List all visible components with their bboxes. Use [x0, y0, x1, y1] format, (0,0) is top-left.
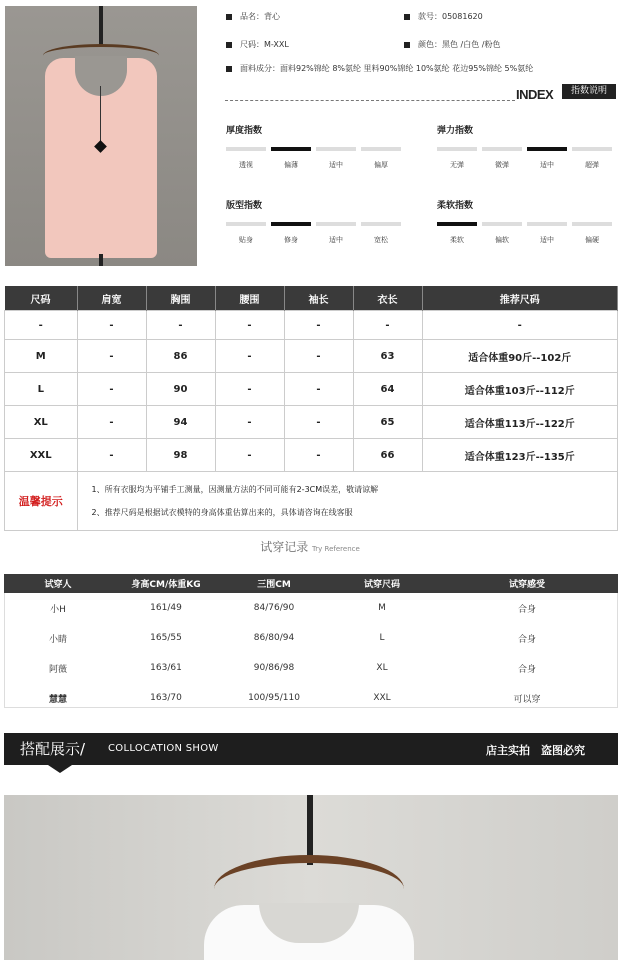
indicator-fit-title: 版型指数 — [226, 201, 263, 211]
size-header: 腰围 — [215, 286, 284, 311]
table-cell: - — [284, 439, 353, 472]
indicator-segment — [572, 222, 612, 226]
table-cell: - — [5, 311, 78, 340]
table-cell: 86/80/94 — [253, 633, 295, 643]
table-cell: 163/61 — [150, 663, 182, 673]
indicator-label: 偏硬 — [585, 236, 599, 244]
table-cell: - — [215, 340, 284, 373]
table-cell: 86 — [146, 340, 215, 373]
indicator-softness-title: 柔软指数 — [437, 201, 474, 211]
indicator-label: 超弹 — [585, 161, 599, 169]
indicator-segment — [316, 222, 356, 226]
table-cell: - — [77, 406, 146, 439]
table-cell: 合身 — [517, 664, 536, 675]
try-header: 试穿人 — [4, 574, 112, 593]
table-cell: - — [215, 311, 284, 340]
table-cell: M — [5, 340, 78, 373]
table-cell: 63 — [353, 340, 422, 373]
indicator-segment — [527, 222, 567, 226]
indicator-segment — [572, 147, 612, 151]
try-header: 试穿感受 — [436, 574, 618, 593]
table-cell: 适合体重123斤--135斤 — [422, 439, 618, 472]
table-cell: 适合体重90斤--102斤 — [422, 340, 618, 373]
table-cell: - — [77, 439, 146, 472]
table-cell: - — [215, 406, 284, 439]
table-cell: 适合体重103斤--112斤 — [422, 373, 618, 406]
table-cell: XXL — [5, 439, 78, 472]
indicator-segment — [482, 222, 522, 226]
try-on-title: 试穿记录 Try Reference — [260, 540, 360, 554]
size-header: 尺码 — [5, 286, 78, 311]
banner-notch — [48, 765, 72, 773]
indicator-segment — [361, 222, 401, 226]
tip-line: 1、所有衣服均为平铺手工测量，因测量方法的不同可能有2-3CM误差，敬请谅解 — [91, 485, 379, 494]
indicator-label: 偏薄 — [284, 161, 298, 169]
indicator-label: 适中 — [329, 236, 343, 244]
indicator-segment — [316, 147, 356, 151]
table-cell: 可以穿 — [513, 694, 541, 705]
indicator-label: 贴身 — [239, 236, 253, 244]
table-cell: - — [77, 373, 146, 406]
indicator-label: 柔软 — [450, 236, 464, 244]
table-cell: 小H — [50, 604, 66, 615]
table-cell: XL — [376, 663, 388, 673]
table-cell: - — [284, 311, 353, 340]
indicator-segment — [271, 222, 311, 226]
table-cell: XL — [5, 406, 78, 439]
table-cell: M — [378, 603, 386, 613]
table-cell: 适合体重113斤--122斤 — [422, 406, 618, 439]
table-cell: 小睛 — [48, 634, 67, 645]
collocation-photo — [4, 795, 618, 960]
table-cell: 165/55 — [150, 633, 182, 643]
table-cell: 94 — [146, 406, 215, 439]
index-tag: 指数说明 — [562, 84, 616, 99]
banner-title-en: COLLOCATION SHOW — [108, 743, 219, 754]
table-cell: L — [5, 373, 78, 406]
table-cell: 98 — [146, 439, 215, 472]
table-row — [4, 593, 618, 623]
table-cell: - — [284, 373, 353, 406]
table-row — [5, 340, 618, 373]
indicator-segment — [271, 147, 311, 151]
table-row — [4, 623, 618, 653]
table-cell: - — [353, 311, 422, 340]
indicator-segment — [437, 147, 477, 151]
table-row — [5, 311, 618, 340]
table-cell: 163/70 — [150, 693, 182, 703]
table-cell: L — [379, 633, 385, 643]
indicator-segment — [226, 222, 266, 226]
divider — [225, 100, 515, 101]
table-cell: 阿薇 — [48, 664, 67, 675]
table-row — [5, 373, 618, 406]
size-header: 胸围 — [146, 286, 215, 311]
size-header: 肩宽 — [77, 286, 146, 311]
table-cell: - — [284, 406, 353, 439]
table-cell: - — [422, 311, 618, 340]
indicator-label: 透视 — [239, 161, 253, 169]
size-header: 推荐尺码 — [422, 286, 618, 311]
indicator-label: 无弹 — [450, 161, 464, 169]
table-cell: XXL — [373, 693, 391, 703]
try-on-table — [4, 574, 618, 713]
indicator-thickness-title: 厚度指数 — [226, 126, 263, 136]
table-row — [4, 683, 618, 713]
table-cell: - — [284, 340, 353, 373]
indicator-elasticity-title: 弹力指数 — [437, 126, 474, 136]
try-header: 身高CM/体重KG — [112, 574, 220, 593]
product-photo — [5, 6, 197, 266]
product-sku: 款号：05081620 — [404, 11, 483, 22]
table-cell: 161/49 — [150, 603, 182, 613]
indicator-label: 修身 — [284, 236, 298, 244]
index-title: INDEX — [516, 87, 554, 102]
tip-line: 2、推荐尺码是根据试衣模特的身高体重估算出来的，具体请咨询在线客服 — [91, 508, 353, 517]
table-cell: - — [215, 439, 284, 472]
tip-label: 温馨提示 — [5, 472, 78, 531]
indicator-label: 宽松 — [374, 236, 388, 244]
indicator-segment — [361, 147, 401, 151]
indicator-label: 偏厚 — [374, 161, 388, 169]
indicator-segment — [527, 147, 567, 151]
banner-title-cn: 搭配展示/ — [20, 740, 86, 758]
indicator-segment — [437, 222, 477, 226]
size-header: 袖长 — [284, 286, 353, 311]
product-colors: 颜色：黑色 /白色 /粉色 — [404, 39, 500, 50]
indicator-label: 适中 — [540, 161, 554, 169]
table-cell: 64 — [353, 373, 422, 406]
size-table — [4, 286, 618, 531]
product-size-range: 尺码：M-XXL — [226, 39, 289, 50]
table-row — [5, 439, 618, 472]
tip-text — [77, 472, 618, 531]
table-cell: 65 — [353, 406, 422, 439]
size-header: 衣长 — [353, 286, 422, 311]
indicator-segment — [226, 147, 266, 151]
table-cell: - — [215, 373, 284, 406]
table-cell: - — [146, 311, 215, 340]
try-header: 试穿尺码 — [328, 574, 436, 593]
indicator-label: 适中 — [540, 236, 554, 244]
table-cell: 合身 — [517, 604, 536, 615]
banner-notice: 店主实拍 盗图必究 — [486, 744, 585, 757]
table-row — [5, 406, 618, 439]
indicator-label: 适中 — [329, 161, 343, 169]
table-row — [4, 653, 618, 683]
try-header: 三围CM — [220, 574, 328, 593]
indicator-label: 偏软 — [495, 236, 509, 244]
table-cell: 100/95/110 — [248, 693, 300, 703]
product-material: 面料成分：面料92%锦纶 8%氨纶 里料90%锦纶 10%氨纶 花边95%锦纶 5%氨纶 — [226, 63, 533, 74]
indicator-label: 微弹 — [495, 161, 509, 169]
table-cell: - — [77, 311, 146, 340]
table-cell: - — [77, 340, 146, 373]
table-cell: 合身 — [517, 634, 536, 645]
table-cell: 慧慧 — [48, 694, 67, 705]
table-cell: 84/76/90 — [253, 603, 295, 613]
table-cell: 90 — [146, 373, 215, 406]
table-cell: 66 — [353, 439, 422, 472]
table-cell: 90/86/98 — [253, 663, 295, 673]
product-name: 品名：背心 — [226, 11, 280, 22]
indicator-segment — [482, 147, 522, 151]
